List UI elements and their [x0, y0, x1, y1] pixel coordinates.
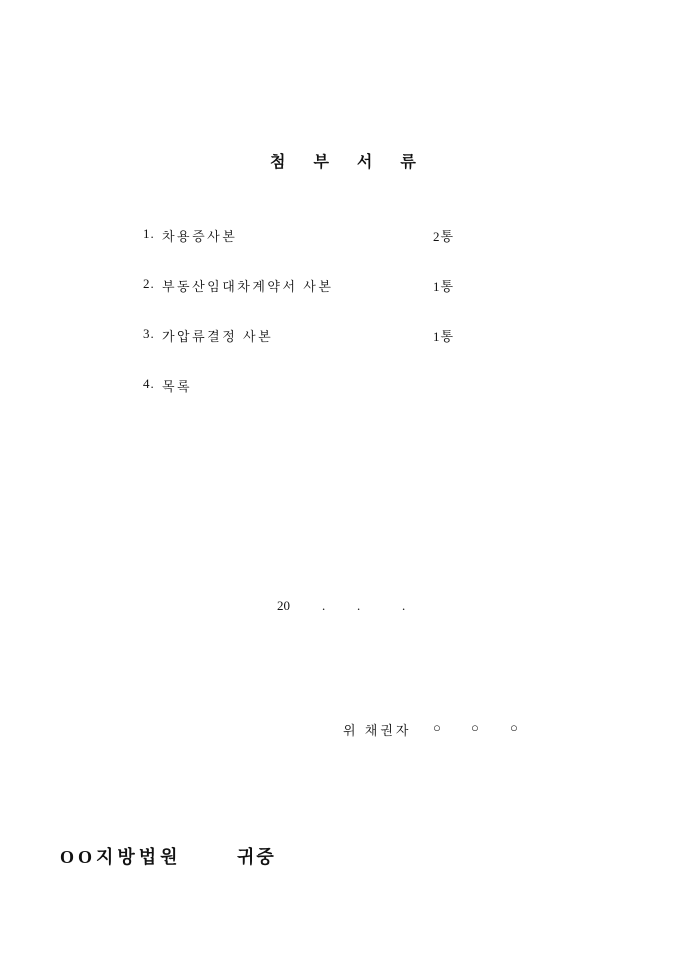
attachment-row	[0, 326, 680, 344]
date-year-prefix: 20	[277, 598, 290, 613]
court-address-line	[0, 843, 680, 865]
date-dot: .	[322, 598, 326, 613]
name-placeholder-circle: ○	[510, 720, 518, 735]
name-placeholder-circle: ○	[433, 720, 441, 735]
attachment-row	[0, 276, 680, 294]
attachment-count: 1통	[433, 329, 455, 344]
attachment-name: 가압류결정 사본	[162, 329, 274, 344]
attachment-count: 1통	[433, 279, 455, 294]
name-placeholder-circle: ○	[471, 720, 479, 735]
attachment-name: 차용증사본	[162, 229, 238, 244]
creditor-signature-line	[0, 720, 680, 738]
attachment-name: 목록	[162, 379, 193, 394]
page-title: 첨부서류	[270, 154, 444, 171]
attachment-number: 1.	[143, 226, 155, 241]
attachment-number: 2.	[143, 276, 155, 291]
date-line	[0, 598, 680, 614]
court-honorific: 귀중	[237, 847, 276, 867]
attachment-number: 3.	[143, 326, 155, 341]
attachment-number: 4.	[143, 376, 155, 391]
court-name: OO지방법원	[60, 847, 182, 867]
attachment-count: 2통	[433, 229, 455, 244]
attachment-row	[0, 226, 680, 244]
attachment-row	[0, 376, 680, 394]
date-dot: .	[357, 598, 361, 613]
creditor-label: 위 채권자	[343, 723, 412, 738]
date-dot: .	[402, 598, 406, 613]
attachment-name: 부동산임대차계약서 사본	[162, 279, 334, 294]
